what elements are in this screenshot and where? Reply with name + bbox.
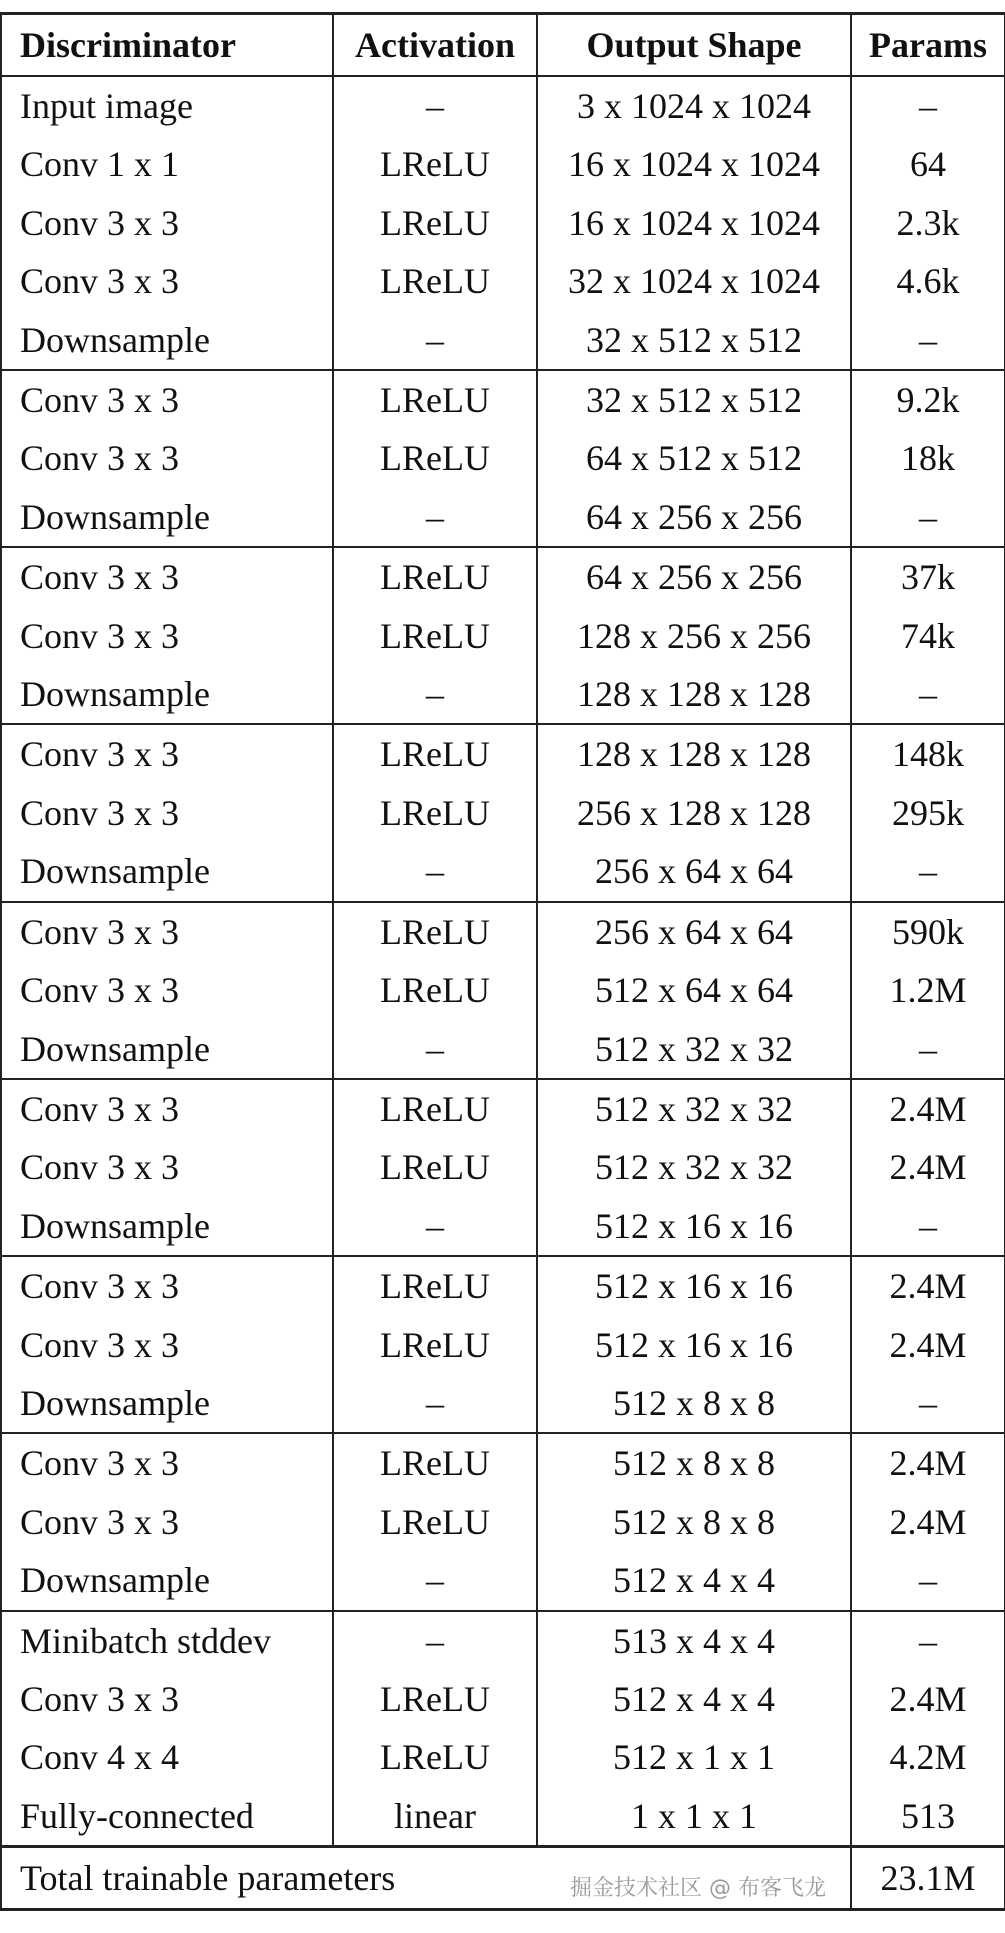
table-row bbox=[1, 1079, 1005, 1138]
cell-layer: Conv 1 x 1 bbox=[1, 135, 333, 193]
cell-layer: Conv 3 x 3 bbox=[1, 607, 333, 665]
cell-activation: – bbox=[333, 311, 537, 370]
cell-output-shape: 513 x 4 x 4 bbox=[537, 1611, 851, 1670]
header-row bbox=[1, 14, 1005, 77]
cell-activation: LReLU bbox=[333, 784, 537, 842]
cell-params: 148k bbox=[851, 724, 1005, 783]
cell-output-shape: 16 x 1024 x 1024 bbox=[537, 135, 851, 193]
header-activation: Activation bbox=[333, 14, 537, 77]
cell-activation: LReLU bbox=[333, 135, 537, 193]
cell-output-shape: 512 x 64 x 64 bbox=[537, 961, 851, 1019]
cell-layer: Downsample bbox=[1, 1374, 333, 1433]
cell-output-shape: 512 x 32 x 32 bbox=[537, 1020, 851, 1079]
cell-activation: – bbox=[333, 1551, 537, 1610]
cell-layer: Conv 3 x 3 bbox=[1, 1079, 333, 1138]
cell-layer: Downsample bbox=[1, 665, 333, 724]
cell-output-shape: 256 x 64 x 64 bbox=[537, 842, 851, 901]
cell-output-shape: 32 x 512 x 512 bbox=[537, 311, 851, 370]
table-row bbox=[1, 842, 1005, 901]
cell-layer: Conv 3 x 3 bbox=[1, 1670, 333, 1728]
cell-params: 74k bbox=[851, 607, 1005, 665]
cell-params: – bbox=[851, 488, 1005, 547]
cell-params: 64 bbox=[851, 135, 1005, 193]
table-row bbox=[1, 1020, 1005, 1079]
cell-output-shape: 512 x 8 x 8 bbox=[537, 1433, 851, 1492]
cell-output-shape: 128 x 128 x 128 bbox=[537, 724, 851, 783]
table-row bbox=[1, 1551, 1005, 1610]
table-row bbox=[1, 1138, 1005, 1196]
cell-params: 9.2k bbox=[851, 370, 1005, 429]
table-row bbox=[1, 76, 1005, 135]
cell-output-shape: 512 x 4 x 4 bbox=[537, 1670, 851, 1728]
cell-params: – bbox=[851, 1197, 1005, 1256]
table-row bbox=[1, 607, 1005, 665]
cell-output-shape: 32 x 1024 x 1024 bbox=[537, 252, 851, 310]
cell-activation: LReLU bbox=[333, 429, 537, 487]
cell-params: 37k bbox=[851, 547, 1005, 606]
cell-params: 2.4M bbox=[851, 1493, 1005, 1551]
cell-activation: LReLU bbox=[333, 1256, 537, 1315]
cell-output-shape: 512 x 16 x 16 bbox=[537, 1197, 851, 1256]
cell-output-shape: 512 x 8 x 8 bbox=[537, 1493, 851, 1551]
cell-output-shape: 64 x 512 x 512 bbox=[537, 429, 851, 487]
cell-params: 2.4M bbox=[851, 1316, 1005, 1374]
total-value: 23.1M bbox=[851, 1847, 1005, 1910]
cell-params: – bbox=[851, 311, 1005, 370]
cell-activation: LReLU bbox=[333, 724, 537, 783]
table-row bbox=[1, 1611, 1005, 1670]
cell-activation: – bbox=[333, 1374, 537, 1433]
cell-layer: Minibatch stddev bbox=[1, 1611, 333, 1670]
cell-activation: LReLU bbox=[333, 1138, 537, 1196]
cell-layer: Conv 3 x 3 bbox=[1, 194, 333, 252]
table-row bbox=[1, 194, 1005, 252]
cell-params: – bbox=[851, 1551, 1005, 1610]
table-row bbox=[1, 252, 1005, 310]
table-row bbox=[1, 135, 1005, 193]
cell-layer: Conv 3 x 3 bbox=[1, 724, 333, 783]
cell-layer: Conv 3 x 3 bbox=[1, 1256, 333, 1315]
cell-layer: Conv 4 x 4 bbox=[1, 1728, 333, 1786]
table-row bbox=[1, 1197, 1005, 1256]
cell-activation: LReLU bbox=[333, 902, 537, 961]
cell-activation: – bbox=[333, 1020, 537, 1079]
cell-layer: Conv 3 x 3 bbox=[1, 1493, 333, 1551]
cell-activation: LReLU bbox=[333, 194, 537, 252]
cell-activation: – bbox=[333, 1197, 537, 1256]
cell-params: 295k bbox=[851, 784, 1005, 842]
cell-output-shape: 1 x 1 x 1 bbox=[537, 1787, 851, 1847]
cell-layer: Downsample bbox=[1, 1020, 333, 1079]
header-discriminator: Discriminator bbox=[1, 14, 333, 77]
cell-params: 2.4M bbox=[851, 1256, 1005, 1315]
cell-params: 4.6k bbox=[851, 252, 1005, 310]
table-row bbox=[1, 1787, 1005, 1847]
table-row bbox=[1, 547, 1005, 606]
cell-activation: – bbox=[333, 842, 537, 901]
cell-params: 2.4M bbox=[851, 1079, 1005, 1138]
cell-output-shape: 128 x 256 x 256 bbox=[537, 607, 851, 665]
total-label: Total trainable parameters bbox=[1, 1847, 851, 1910]
cell-activation: LReLU bbox=[333, 547, 537, 606]
cell-layer: Downsample bbox=[1, 488, 333, 547]
cell-layer: Conv 3 x 3 bbox=[1, 784, 333, 842]
cell-layer: Conv 3 x 3 bbox=[1, 1138, 333, 1196]
cell-params: 513 bbox=[851, 1787, 1005, 1847]
cell-layer: Conv 3 x 3 bbox=[1, 547, 333, 606]
discriminator-architecture-table bbox=[0, 12, 1005, 1911]
cell-activation: LReLU bbox=[333, 252, 537, 310]
cell-activation: – bbox=[333, 76, 537, 135]
table-row bbox=[1, 370, 1005, 429]
cell-layer: Input image bbox=[1, 76, 333, 135]
cell-activation: LReLU bbox=[333, 1433, 537, 1492]
cell-layer: Conv 3 x 3 bbox=[1, 902, 333, 961]
cell-activation: – bbox=[333, 1611, 537, 1670]
cell-output-shape: 512 x 16 x 16 bbox=[537, 1256, 851, 1315]
cell-params: – bbox=[851, 842, 1005, 901]
cell-layer: Conv 3 x 3 bbox=[1, 429, 333, 487]
cell-params: 590k bbox=[851, 902, 1005, 961]
table-row bbox=[1, 784, 1005, 842]
cell-output-shape: 512 x 32 x 32 bbox=[537, 1079, 851, 1138]
watermark: 掘金技术社区 @ 布客飞龙 bbox=[570, 1876, 826, 1901]
cell-activation: linear bbox=[333, 1787, 537, 1847]
cell-activation: LReLU bbox=[333, 1493, 537, 1551]
cell-activation: LReLU bbox=[333, 1728, 537, 1786]
cell-output-shape: 32 x 512 x 512 bbox=[537, 370, 851, 429]
cell-output-shape: 16 x 1024 x 1024 bbox=[537, 194, 851, 252]
cell-params: 1.2M bbox=[851, 961, 1005, 1019]
table-row bbox=[1, 1316, 1005, 1374]
cell-layer: Fully-connected bbox=[1, 1787, 333, 1847]
table-row bbox=[1, 1374, 1005, 1433]
cell-output-shape: 64 x 256 x 256 bbox=[537, 488, 851, 547]
cell-activation: LReLU bbox=[333, 1316, 537, 1374]
cell-activation: LReLU bbox=[333, 961, 537, 1019]
cell-params: 18k bbox=[851, 429, 1005, 487]
table-row bbox=[1, 311, 1005, 370]
table-row bbox=[1, 724, 1005, 783]
cell-layer: Conv 3 x 3 bbox=[1, 1433, 333, 1492]
cell-output-shape: 64 x 256 x 256 bbox=[537, 547, 851, 606]
table-row bbox=[1, 1728, 1005, 1786]
cell-params: – bbox=[851, 1611, 1005, 1670]
cell-layer: Conv 3 x 3 bbox=[1, 252, 333, 310]
table-row bbox=[1, 429, 1005, 487]
cell-output-shape: 512 x 4 x 4 bbox=[537, 1551, 851, 1610]
cell-activation: LReLU bbox=[333, 1670, 537, 1728]
cell-params: – bbox=[851, 1374, 1005, 1433]
cell-layer: Downsample bbox=[1, 842, 333, 901]
cell-layer: Downsample bbox=[1, 1551, 333, 1610]
table-row bbox=[1, 488, 1005, 547]
cell-output-shape: 512 x 32 x 32 bbox=[537, 1138, 851, 1196]
cell-output-shape: 512 x 8 x 8 bbox=[537, 1374, 851, 1433]
total-row bbox=[1, 1847, 1005, 1910]
cell-activation: LReLU bbox=[333, 1079, 537, 1138]
cell-layer: Conv 3 x 3 bbox=[1, 1316, 333, 1374]
table-row bbox=[1, 1670, 1005, 1728]
cell-layer: Conv 3 x 3 bbox=[1, 370, 333, 429]
header-params: Params bbox=[851, 14, 1005, 77]
cell-output-shape: 256 x 128 x 128 bbox=[537, 784, 851, 842]
cell-output-shape: 512 x 16 x 16 bbox=[537, 1316, 851, 1374]
cell-activation: LReLU bbox=[333, 607, 537, 665]
table-row bbox=[1, 1256, 1005, 1315]
cell-params: – bbox=[851, 1020, 1005, 1079]
cell-layer: Conv 3 x 3 bbox=[1, 961, 333, 1019]
table-row bbox=[1, 961, 1005, 1019]
cell-layer: Downsample bbox=[1, 311, 333, 370]
header-output-shape: Output Shape bbox=[537, 14, 851, 77]
cell-params: 4.2M bbox=[851, 1728, 1005, 1786]
cell-params: 2.4M bbox=[851, 1433, 1005, 1492]
cell-params: 2.3k bbox=[851, 194, 1005, 252]
cell-activation: – bbox=[333, 488, 537, 547]
cell-activation: LReLU bbox=[333, 370, 537, 429]
cell-output-shape: 512 x 1 x 1 bbox=[537, 1728, 851, 1786]
cell-output-shape: 3 x 1024 x 1024 bbox=[537, 76, 851, 135]
cell-activation: – bbox=[333, 665, 537, 724]
table-row bbox=[1, 902, 1005, 961]
cell-output-shape: 256 x 64 x 64 bbox=[537, 902, 851, 961]
table-body bbox=[1, 76, 1005, 1847]
cell-params: – bbox=[851, 665, 1005, 724]
table-row bbox=[1, 665, 1005, 724]
table-row bbox=[1, 1433, 1005, 1492]
cell-params: 2.4M bbox=[851, 1670, 1005, 1728]
cell-output-shape: 128 x 128 x 128 bbox=[537, 665, 851, 724]
cell-params: – bbox=[851, 76, 1005, 135]
table-row bbox=[1, 1493, 1005, 1551]
cell-layer: Downsample bbox=[1, 1197, 333, 1256]
cell-params: 2.4M bbox=[851, 1138, 1005, 1196]
